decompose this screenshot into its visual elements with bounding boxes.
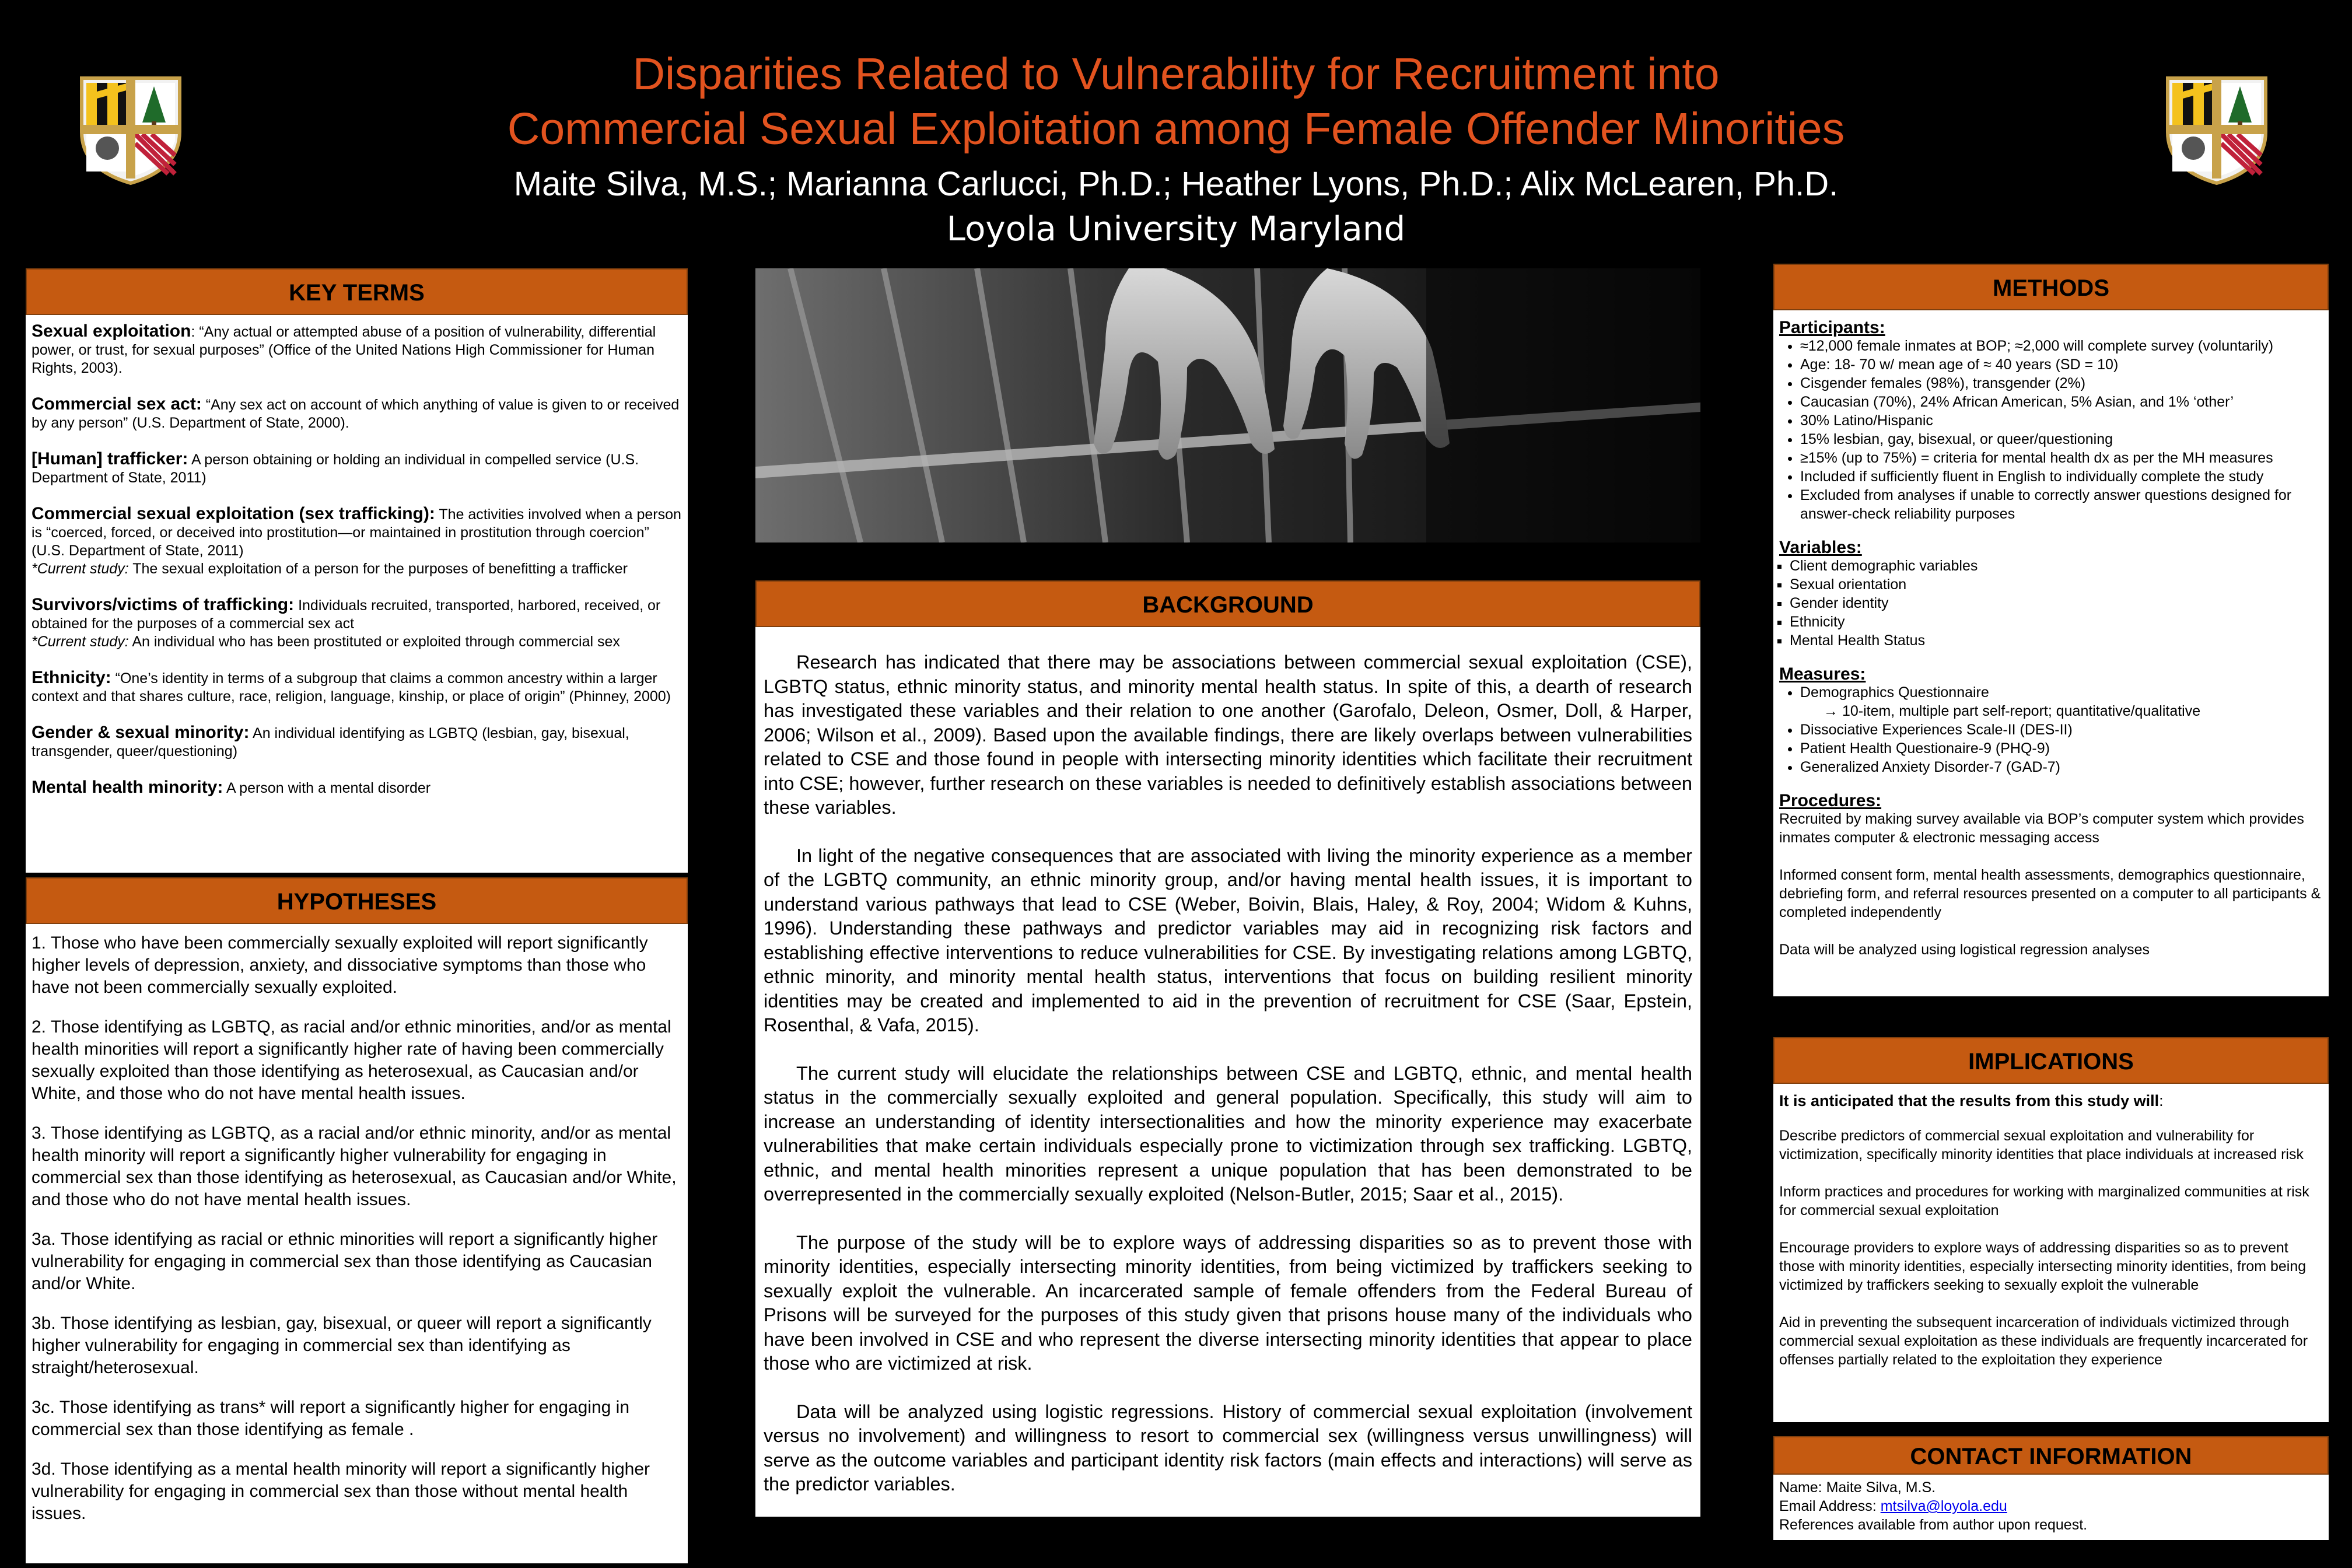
variable-item: ▪ Ethnicity: [1790, 612, 2323, 631]
key-term-label: Sexual exploitation: [32, 321, 191, 341]
participants-heading: Participants:: [1779, 318, 1885, 337]
current-study-note: The sexual exploitation of a person for the purposes of benefitting a trafficker: [128, 561, 628, 577]
prison-bars-image: [755, 268, 1700, 542]
key-term-label: Ethnicity:: [32, 668, 111, 687]
poster-title-line-2: Commercial Sexual Exploitation among Female Offender Minorities: [507, 104, 1845, 154]
key-term-label: [Human] trafficker:: [32, 449, 188, 468]
methods-body: [1773, 310, 2329, 986]
key-term-label: Commercial sexual exploitation (sex trafficking):: [32, 504, 435, 523]
implications-list: [1779, 1126, 2323, 1369]
background-body: [755, 627, 1700, 1532]
hypothesis-item: 3a. Those identifying as racial or ethnic minorities will report a significantly higher vulnerability for engaging in commercial sex than those identifying as Caucasian and/or White.: [32, 1230, 658, 1293]
key-term-definition: A person obtaining or holding an individual in compelled service (U.S. Department of State, 2011): [32, 452, 639, 486]
current-study-note: An individual who has been prostituted or exploited through commercial sex: [128, 634, 620, 650]
key-term-label: Commercial sex act:: [32, 394, 202, 414]
participant-item: • Cisgender females (98%), transgender (2%): [1800, 374, 2323, 393]
participant-item: • Caucasian (70%), 24% African American, 5% Asian, and 1% ‘other’: [1800, 393, 2323, 411]
variable-item: ▪ Sexual orientation: [1790, 575, 2323, 594]
key-term-definition: “Any actual or attempted abuse of a position of vulnerability, differential power, or trust, for sexual purposes” (Office of the United Nations High Commissioner for Human Rights, 2003).: [32, 324, 656, 376]
contact-name: Name: Maite Silva, M.S.: [1779, 1479, 1936, 1496]
participant-item: • 30% Latino/Hispanic: [1800, 411, 2323, 430]
current-study-label: *Current study:: [32, 561, 129, 577]
measure-subitem: → 10-item, multiple part self-report; quantitative/qualitative: [1824, 703, 2201, 719]
contact-body: [1773, 1475, 2329, 1538]
measures-list-rest: [1779, 720, 2323, 776]
measure-item: • Demographics Questionnaire → 10-item, multiple part self-report; quantitative/qualitative: [1800, 683, 2323, 720]
key-term-definition: The activities involved when a person is “coerced, forced, or deceived into prostitution—or maintained in prostitution through coercion” (U.S. Department of State, 2011): [32, 506, 681, 559]
hypothesis-item: 3d. Those identifying as a mental health minority will report a significantly higher vulnerability for engaging in commercial sex than those without mental health issues.: [32, 1460, 650, 1523]
key-term-entry: Sexual exploitation: “Any actual or attempted abuse of a position of vulnerability, differential power, or trust, for sexual purposes” (Office of the United Nations High Commissioner for Human Rights, 2003).: [32, 321, 656, 376]
hypothesis-item: 3. Those identifying as LGBTQ, as a racial and/or ethnic minority, and/or as mental health minority will report a significantly higher vulnerability for engaging in commercial sex than those identifying as heterosexual, as Caucasian and/or White, and those who do not have mental health issues.: [32, 1124, 677, 1209]
background-paragraph: In light of the negative consequences that are associated with living the minority experience as a member of the LGBTQ community, an ethnic minority group, and/or having mental health issues, it is important to understand various pathways that lead to CSE (Weber, Boivin, Blais, Haley, & Roy, 2004; Widom & Kuhns, 1996). Understanding these pathways and predictor variables may aid in recognizing risk factors and establishing effective interventions to reduce vulnerabilities for CSE. By investigating relations among LGBTQ, ethnic minority, and minority mental health status, interventions that focus on building resilient minority identities may be created and implemented to aid in the prevention of recruitment for CSE (Saar, Epstein, Rosenthal, & Vafa, 2015).: [764, 845, 1692, 1035]
variable-item: ▪ Mental Health Status: [1790, 631, 2323, 650]
author-list: Maite Silva, M.S.; Marianna Carlucci, Ph.D.; Heather Lyons, Ph.D.; Alix McLearen, Ph.D.: [513, 165, 1839, 203]
measure-item: • Dissociative Experiences Scale-II (DES-II): [1800, 720, 2323, 739]
participant-item: • ≈12,000 female inmates at BOP; ≈2,000 will complete survey (voluntarily): [1800, 337, 2323, 355]
key-term-definition: “One’s identity in terms of a subgroup that claims a common ancestry within a larger context and that shares culture, race, religion, language, kinship, or place of origin” (Phinney, 2000): [32, 670, 671, 705]
contact-references: References available from author upon request.: [1779, 1517, 2088, 1533]
procedures-heading: Procedures:: [1779, 791, 1882, 810]
hypothesis-item: 3b. Those identifying as lesbian, gay, bisexual, or queer will report a significantly higher vulnerability for engaging in commercial sex than identifying as straight/heterosexual.: [32, 1314, 652, 1377]
key-term-label: Survivors/victims of trafficking:: [32, 595, 295, 614]
key-terms-heading: KEY TERMS: [26, 268, 688, 315]
key-terms-body: [26, 315, 688, 822]
key-term-entry: [32, 505, 682, 578]
key-term-definition: An individual identifying as LGBTQ (lesbian, gay, bisexual, transgender, queer/questioning): [32, 725, 629, 760]
participant-item: • 15% lesbian, gay, bisexual, or queer/questioning: [1800, 430, 2323, 449]
hypotheses-panel: [26, 877, 688, 1563]
participant-item: • Included if sufficiently fluent in English to individually complete the study: [1800, 467, 2323, 486]
hypotheses-body: [26, 924, 688, 1549]
variable-item: ▪ Client demographic variables: [1790, 556, 2323, 575]
background-paragraph: The current study will elucidate the relationships between CSE and LGBTQ, ethnic, and mental health status in the commercially sexually exploited and general population. Specifically, this study will aim to increase an understanding of identity intersectionalities and how the minority experience may exacerbate vulnerabilities that make certain individuals especially prone to victimization through sex trafficking. LGBTQ, ethnic, and mental health minorities represent a unique population that has been demonstrated to be overrepresented in the commercially sexually exploited (Nelson-Butler, 2015; Saar et al., 2015).: [764, 1062, 1692, 1205]
implication-item: Describe predictors of commercial sexual exploitation and vulnerability for victimization, specifically minority identities that place individuals at increased risk: [1779, 1128, 2304, 1163]
key-term-label: Gender & sexual minority:: [32, 723, 250, 742]
participant-item: • Excluded from analyses if unable to correctly answer questions designed for answer-check reliability purposes: [1800, 486, 2323, 523]
key-term-definition: A person with a mental disorder: [226, 780, 431, 796]
procedure-item: Informed consent form, mental health assessments, demographics questionnaire, debriefing form, and referral resources presented on a computer to all participants & completed independently: [1779, 867, 2321, 921]
background-heading: BACKGROUND: [755, 580, 1700, 627]
measure-item: • Generalized Anxiety Disorder-7 (GAD-7): [1800, 758, 2323, 776]
variable-item: ▪ Gender identity: [1790, 594, 2323, 612]
background-paragraph: Data will be analyzed using logistic regressions. History of commercial sexual exploitation (involvement versus no involvement) and willingness to resort to commercial sex (willingness versus unwillingness) will serve as the outcome variables and participant identity risk factors (main effects and interactions) will serve as the predictor variables.: [764, 1401, 1692, 1494]
variables-list: [1779, 556, 2323, 650]
measures-list: [1779, 683, 2323, 720]
key-term-entry: [32, 668, 682, 706]
implications-lead: It is anticipated that the results from this study will:: [1779, 1092, 2164, 1110]
procedures-body: [1779, 810, 2323, 959]
implication-item: Encourage providers to explore ways of addressing disparities so as to prevent those with minority identities, especially intersecting minority identities, from being victimized by traffickers seeking to sexually exploit the vulnerable: [1779, 1240, 2306, 1293]
implications-body: [1773, 1084, 2329, 1396]
key-term-label: Mental health minority:: [32, 778, 223, 797]
email-link[interactable]: mtsilva@loyola.edu: [1880, 1498, 2007, 1514]
key-term-definition: Individuals recruited, transported, harbored, received, or obtained for the purposes of a commercial sex act: [32, 597, 661, 632]
contact-panel: [1773, 1436, 2329, 1540]
variables-heading: Variables:: [1779, 538, 1862, 557]
background-paragraph: Research has indicated that there may be associations between commercial sexual exploitation (CSE), LGBTQ status, ethnic minority status, and minority mental health status. In spite of this, a dearth of research has investigated these variables and their relation to one another (Garofalo, Deleon, Osmer, Doll, & Harper, 2006; Wilson et al., 2009). Based upon the available findings, there are likely overlaps between vulnerabilities related to CSE and those found in people with intersecting minority identities which facilitate their recruitment into CSE; however, further research on these variables is needed to definitively establish associations between these variables.: [764, 652, 1692, 818]
implications-heading: IMPLICATIONS: [1773, 1037, 2329, 1084]
procedure-item: Recruited by making survey available via BOP’s computer system which provides inmates computer & electronic messaging access: [1779, 811, 2304, 846]
hypotheses-heading: HYPOTHESES: [26, 877, 688, 924]
implications-panel: [1773, 1037, 2329, 1422]
participants-list: [1779, 337, 2323, 523]
participant-item: • ≥15% (up to 75%) = criteria for mental health dx as per the MH measures: [1800, 449, 2323, 467]
hypothesis-item: 2. Those identifying as LGBTQ, as racial and/or ethnic minorities, and/or as mental health minorities will report a significantly higher rate of having been commercially sexually exploited than those identifying as heterosexual, as Caucasian and/or White, and those who do not have mental health issues.: [32, 1017, 671, 1103]
hypothesis-item: 1. Those who have been commercially sexually exploited will report significantly higher levels of depression, anxiety, and dissociative symptoms than those who have not been commercially sexually exploited.: [32, 933, 648, 997]
hypothesis-item: 3c. Those identifying as trans* will report a significantly higher for engaging in commercial sex than those identifying as female .: [32, 1398, 630, 1439]
background-panel: [755, 580, 1700, 1517]
participant-item: • Age: 18- 70 w/ mean age of ≈ 40 years (SD = 10): [1800, 355, 2323, 374]
contact-email-row: Email Address: mtsilva@loyola.edu: [1779, 1498, 2007, 1514]
key-terms-panel: [26, 268, 688, 873]
measure-item: • Patient Health Questionaire-9 (PHQ-9): [1800, 739, 2323, 758]
implication-item: Aid in preventing the subsequent incarceration of individuals victimized through commercial sexual exploitation as these individuals are frequently incarcerated for offenses partially related to the exploitation they experience: [1779, 1314, 2308, 1368]
contact-heading: CONTACT INFORMATION: [1773, 1436, 2329, 1475]
key-term-entry: [32, 778, 682, 797]
key-term-entry: [32, 596, 682, 651]
key-term-entry: [32, 395, 682, 432]
poster-header: [0, 47, 2352, 251]
background-paragraph: The purpose of the study will be to explore ways of addressing disparities so as to prevent those with minority identities, especially intersecting minority identities, from being victimized by traffickers seeking to sexually exploit the vulnerable. An incarcerated sample of female offenders from the Federal Bureau of Prisons will be surveyed for the purposes of this study given that prisons house many of the individuals who have been involved in CSE and who represent the diverse intersecting minority identities that appear to place those who are victimized at risk.: [764, 1231, 1692, 1374]
measures-heading: Measures:: [1779, 664, 1866, 684]
key-term-definition: “Any sex act on account of which anything of value is given to or received by any person” (U.S. Department of State, 2000).: [32, 397, 680, 431]
hands-on-bars-photo: [755, 268, 1700, 542]
methods-panel: [1773, 264, 2329, 996]
key-term-entry: [32, 450, 682, 487]
methods-heading: METHODS: [1773, 264, 2329, 310]
procedure-item: Data will be analyzed using logistical regression analyses: [1779, 942, 2150, 958]
current-study-label: *Current study:: [32, 634, 129, 650]
key-term-entry: [32, 723, 682, 761]
university-name: Loyola University Maryland: [946, 209, 1406, 249]
poster-title-line-1: Disparities Related to Vulnerability for Recruitment into: [632, 49, 1720, 99]
implication-item: Inform practices and procedures for working with marginalized communities at risk for commercial sexual exploitation: [1779, 1184, 2309, 1219]
